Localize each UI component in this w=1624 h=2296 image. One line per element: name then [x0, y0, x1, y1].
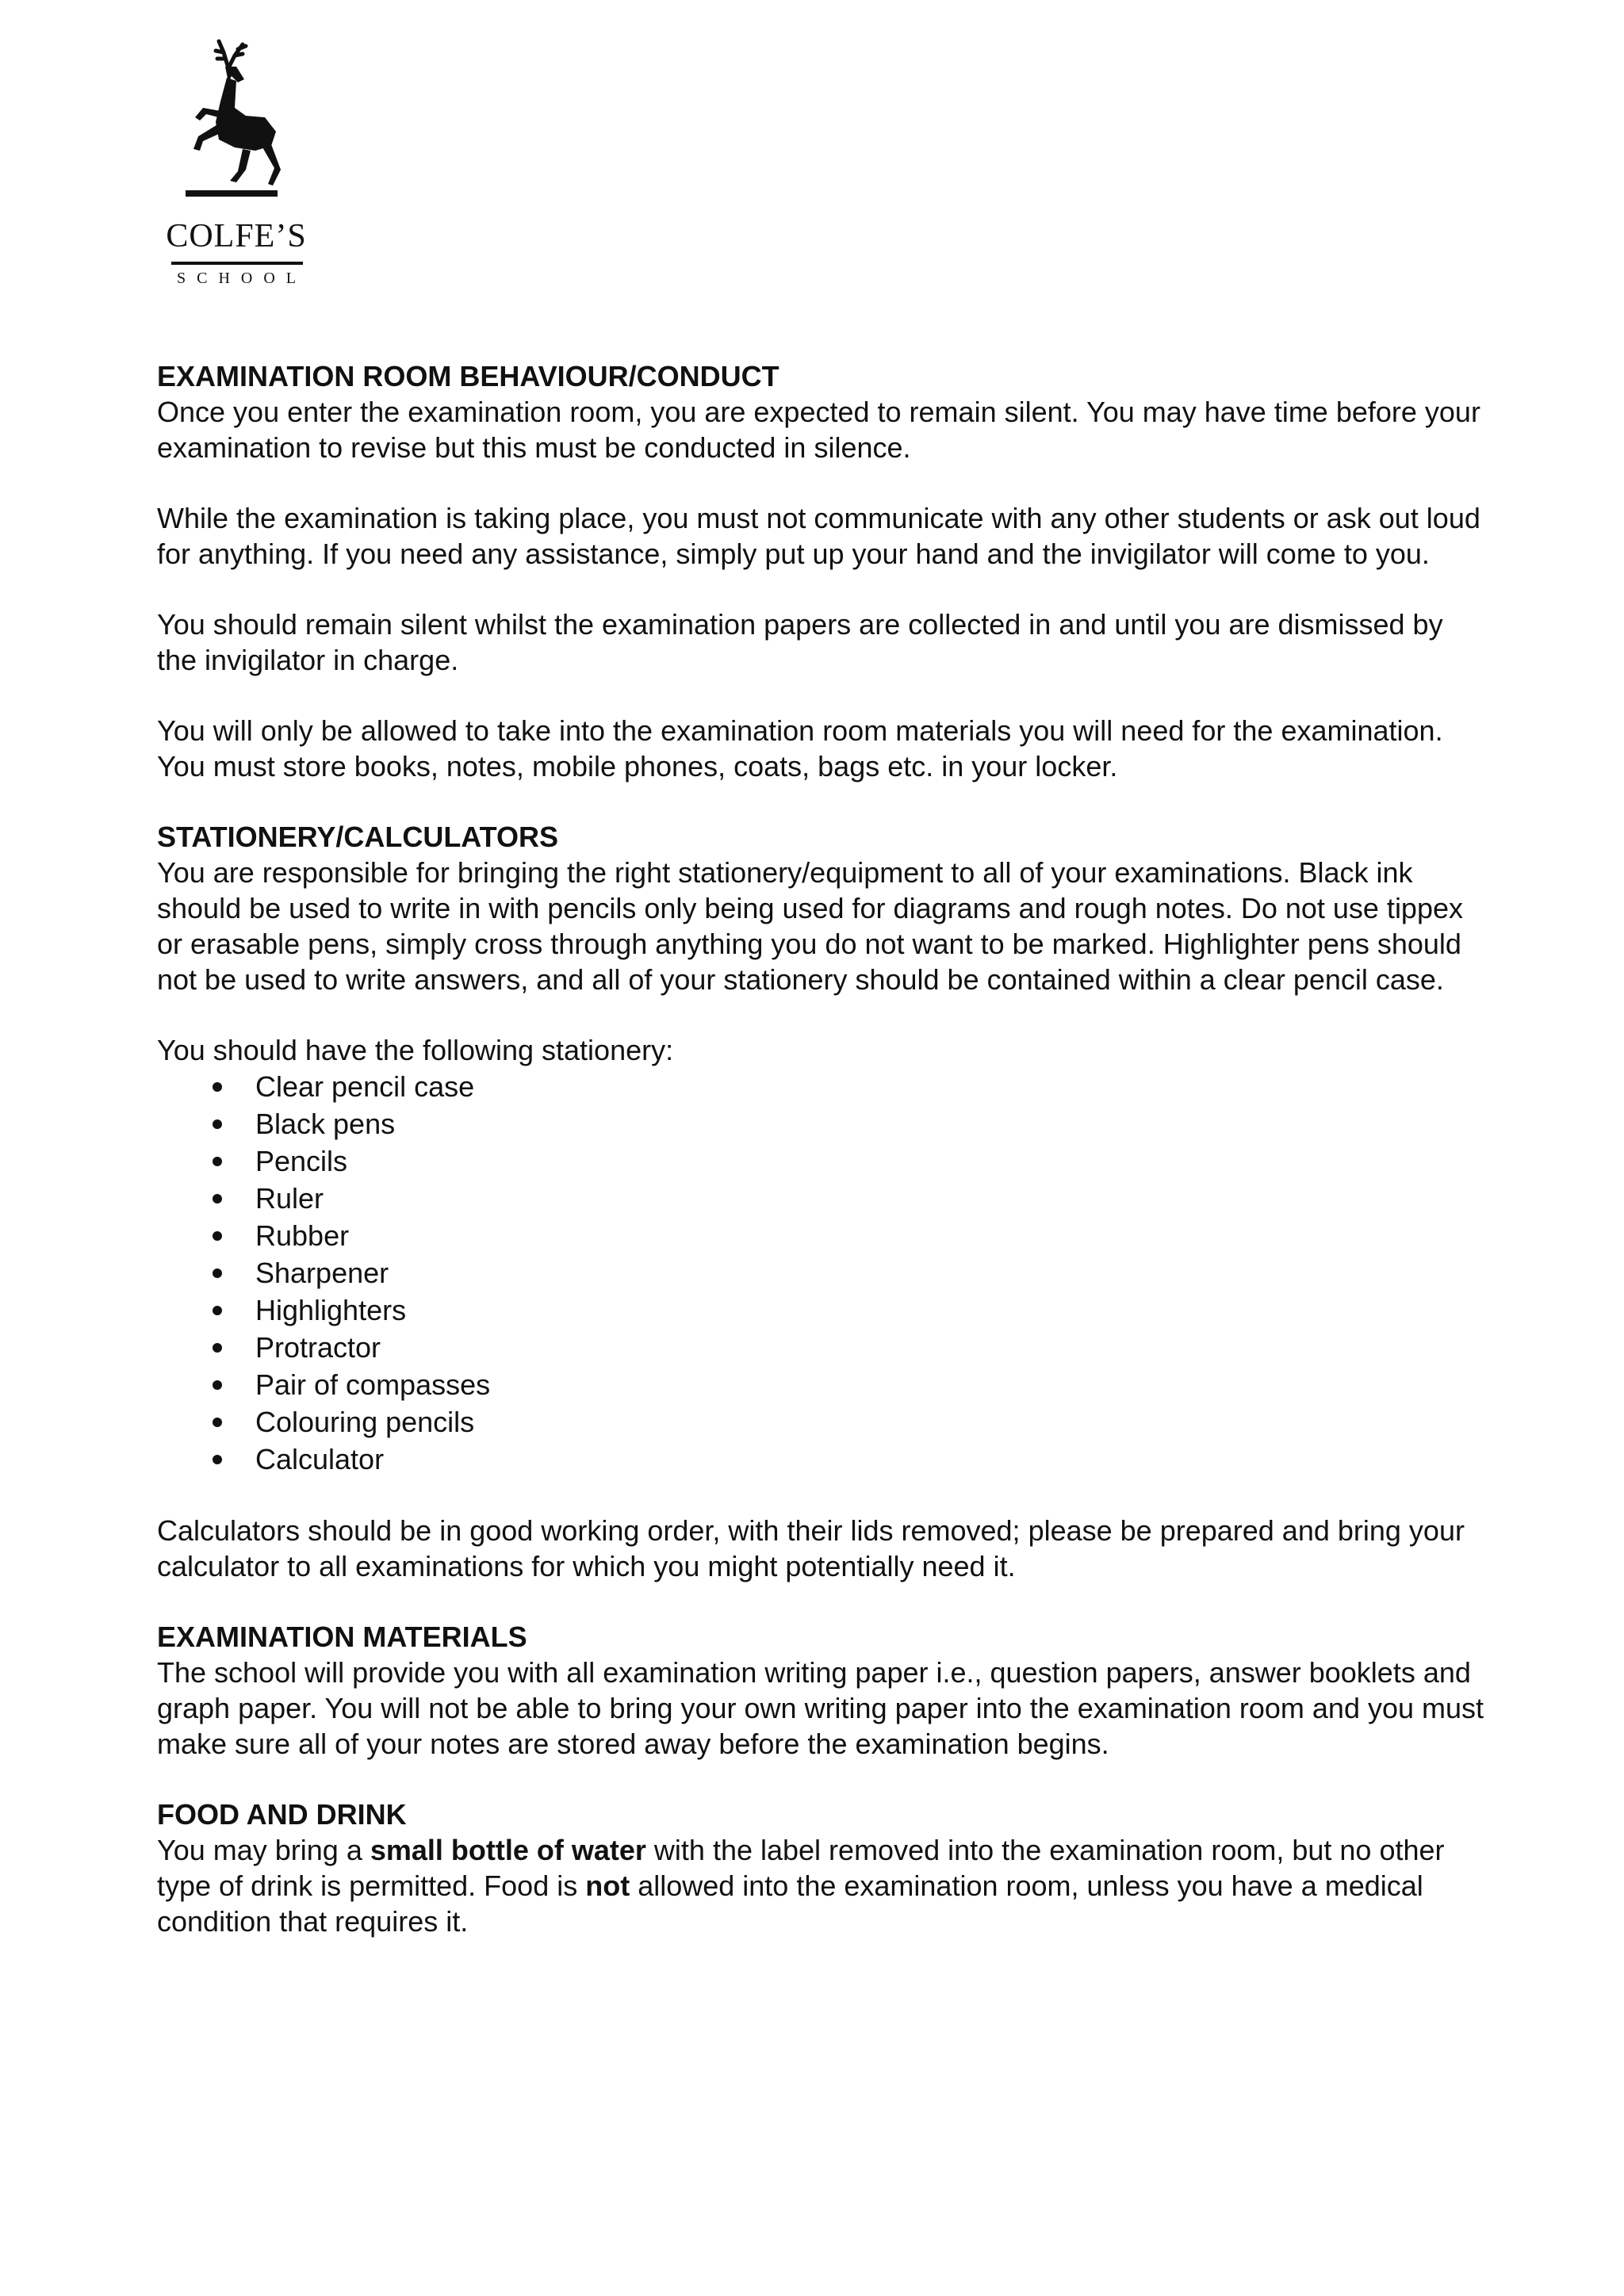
logo-rule [171, 262, 303, 265]
section-food [157, 1797, 1489, 1939]
list-item-text: Pencils [255, 1145, 348, 1177]
list-item [157, 1068, 1489, 1105]
list-item [157, 1292, 1489, 1329]
paragraph: While the examination is taking place, you must not communicate with any other students or ask out loud for anything. If you need any assistance, simply put up your hand and the invigilator will come to you. [157, 502, 1480, 570]
bullet-icon [213, 1380, 222, 1390]
bullet-icon [213, 1082, 222, 1092]
text-run: You may bring a [157, 1834, 370, 1866]
bullet-icon [213, 1455, 222, 1464]
list-item-text: Highlighters [255, 1294, 407, 1326]
list-item-text: Clear pencil case [255, 1070, 475, 1103]
section-stationery [157, 819, 1489, 1584]
bullet-icon [213, 1157, 222, 1166]
list-item [157, 1366, 1489, 1403]
paragraph: Once you enter the examination room, you are expected to remain silent. You may have time before your examination to revise but this must be conducted in silence. [157, 396, 1480, 464]
paragraph: Calculators should be in good working order, with their lids removed; please be prepared and bring your calculator to all examinations for which you might potentially need it. [157, 1514, 1465, 1582]
list-item-text: Black pens [255, 1108, 396, 1140]
bullet-icon [213, 1343, 222, 1353]
bullet-icon [213, 1269, 222, 1278]
bullet-icon [213, 1306, 222, 1315]
section-heading: STATIONERY/CALCULATORS [157, 821, 558, 853]
text-run: with the label removed into the examination room, but no other type of drink is permitted. Food is [157, 1834, 1445, 1902]
document-body [157, 358, 1489, 1974]
list-item [157, 1254, 1489, 1292]
section-heading: EXAMINATION ROOM BEHAVIOUR/CONDUCT [157, 360, 779, 392]
list-intro: You should have the following stationery: [157, 1034, 674, 1066]
school-logo [157, 35, 316, 289]
list-item-text: Colouring pencils [255, 1406, 475, 1438]
list-item [157, 1217, 1489, 1254]
text-run: allowed into the examination room, unless you have a medical condition that requires it. [157, 1869, 1423, 1938]
list-item-text: Protractor [255, 1331, 381, 1364]
bullet-icon [213, 1119, 222, 1129]
bullet-icon [213, 1231, 222, 1241]
list-item [157, 1142, 1489, 1180]
emphasis-text: small bottle of water [370, 1834, 646, 1866]
stag-icon [179, 35, 282, 217]
bullet-icon [213, 1194, 222, 1203]
list-item-text: Pair of compasses [255, 1368, 491, 1401]
section-materials [157, 1619, 1489, 1762]
bullet-icon [213, 1418, 222, 1427]
list-item [157, 1329, 1489, 1366]
section-heading: FOOD AND DRINK [157, 1798, 407, 1831]
list-item-text: Calculator [255, 1443, 385, 1475]
list-item [157, 1105, 1489, 1142]
paragraph: You are responsible for bringing the right stationery/equipment to all of your examinations. Black ink should be used to write in with pencils only being used for diagrams and rough notes. Do not use tippex or erasable pens, simply cross through anything you do not want to be marked. Highlighter pens should not be used to write answers, and all of your stationery should be contained within a clear pencil case. [157, 856, 1463, 996]
list-item-text: Sharpener [255, 1257, 389, 1289]
logo-subtitle: SCHOOL [176, 270, 307, 287]
list-item-text: Ruler [255, 1182, 324, 1215]
section-heading: EXAMINATION MATERIALS [157, 1621, 527, 1653]
logo-wordmark: COLFE’S [166, 218, 307, 254]
list-item [157, 1441, 1489, 1478]
list-item [157, 1403, 1489, 1441]
list-item [157, 1180, 1489, 1217]
list-item-text: Rubber [255, 1219, 350, 1252]
section-conduct [157, 358, 1489, 784]
paragraph: You will only be allowed to take into the examination room materials you will need for the examination. You must store books, notes, mobile phones, coats, bags etc. in your locker. [157, 714, 1443, 783]
emphasis-text: not [585, 1869, 630, 1902]
paragraph: The school will provide you with all examination writing paper i.e., question papers, answer booklets and graph paper. You will not be able to bring your own writing paper into the examination room and you must make sure all of your notes are stored away before the examination begins. [157, 1656, 1484, 1760]
stationery-list [157, 1068, 1489, 1478]
paragraph [157, 1832, 1489, 1939]
paragraph: You should remain silent whilst the examination papers are collected in and until you are dismissed by the invigilator in charge. [157, 608, 1443, 676]
